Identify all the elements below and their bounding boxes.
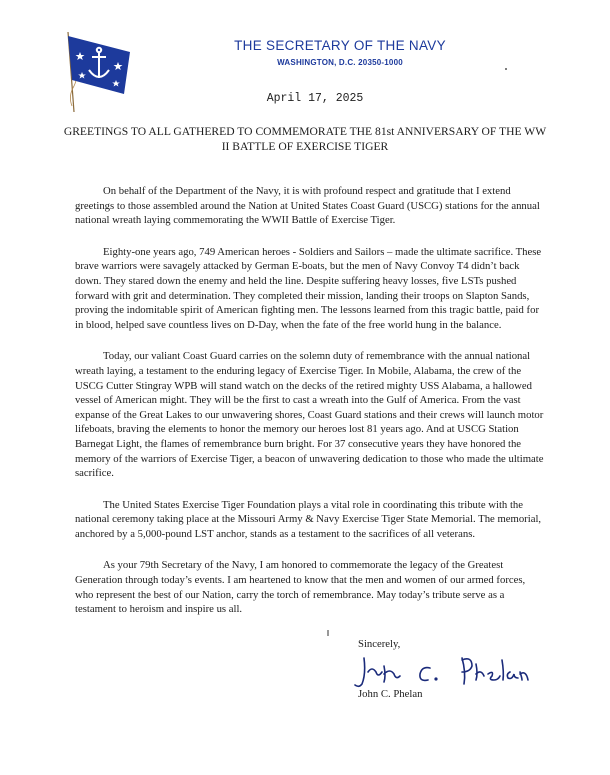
signer-name: John C. Phelan	[358, 688, 423, 700]
letter-date: April 17, 2025	[266, 92, 364, 105]
body-paragraph: As your 79th Secretary of the Navy, I am honored to commemorate the legacy of the Greatest Generation through today’s events. I am heartened to know that the men and women of our armed forces, who represent the best of our Nation, carry the torch of remembrance. May today’s tribute serve as a testament to heroism and inspire us all.	[75, 559, 526, 616]
greeting-heading: GREETINGS TO ALL GATHERED TO COMMEMORATE THE 81st ANNIVERSARY OF THE WW II BATTLE OF EXERCISE TIGER	[63, 125, 547, 153]
letterhead-title: THE SECRETARY OF THE NAVY	[234, 38, 446, 53]
closing: Sincerely,	[358, 638, 401, 650]
body-paragraph: The United States Exercise Tiger Foundation plays a vital role in coordinating this tribute with the national ceremony taking place at the Missouri Army & Navy Exercise Tiger State Memorial. The memorial, anchored by a 5,000-pound LST anchor, stands as a testament to the sacrifices of all veterans.	[75, 498, 542, 540]
letterhead-address: WASHINGTON, D.C. 20350-1000	[277, 58, 403, 67]
scan-speck	[505, 68, 507, 70]
handwritten-signature	[354, 652, 534, 690]
body-paragraph: Today, our valiant Coast Guard carries on the solemn duty of remembrance with the annual national wreath laying, a testament to the enduring legacy of Exercise Tiger. In Mobile, Alabama, the crew of the USCG Cutter Stingray WPB will stand watch on the decks of the retired mighty USS Alabama, a hallowed vessel of American might. They will be the first to cast a wreath into the Gulf of America. From the vast expanse of the Great Lakes to our unwavering shores, Coast Guard stations and their crews will launch motor lifeboats, braving the elements to honor the memory our heroes lost 81 years ago. And at USCG Station Barnegat Light, the flames of remembrance burn bright. For 37 consecutive years they have honored the memory of the warriors of Exercise Tiger, a beacon of unwavering dedication to those who made the ultimate sacrifice.	[75, 350, 544, 480]
secretary-of-navy-flag-icon	[38, 28, 134, 114]
scan-mark	[327, 630, 329, 636]
letter-body	[75, 184, 545, 634]
body-paragraph: On behalf of the Department of the Navy, it is with profound respect and gratitude that I extend greetings to those assembled around the Nation at United States Coast Guard (USCG) stations for the annual national wreath laying commemorating the WWII Battle of Exercise Tiger.	[75, 185, 540, 227]
body-paragraph: Eighty-one years ago, 749 American heroes - Soldiers and Sailors – made the ultimate sacrifice. These brave warriors were savagely attacked by German E-boats, but the men of Navy Convoy T4 didn’t back down. They stared down the enemy and held the line. Despite suffering heavy losses, five LSTs pushed forward with grit and determination. They completed their mission, landing their troops on Slapton Sands, proving the indomitable spirit of American fighting men. The lessons learned from this tragic battle, paid for in blood, helped save countless lives on D-Day, when the fate of the free world hung in the balance.	[75, 245, 542, 331]
